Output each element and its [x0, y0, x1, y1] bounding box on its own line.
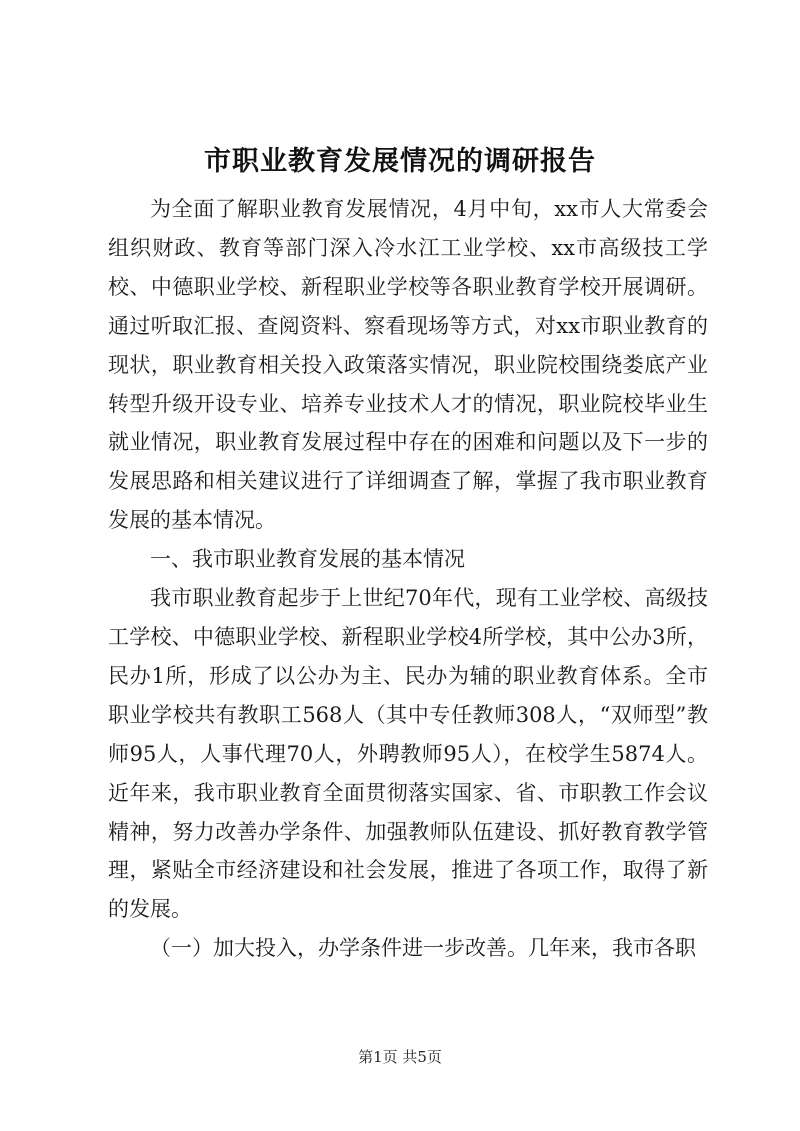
- page-footer: 第1页 共5页: [358, 1048, 442, 1066]
- document-body: [108, 190, 708, 968]
- section-heading-1: 一、我市职业教育发展的基本情况: [150, 547, 465, 572]
- paragraph-basic-situation: 我市职业教育起步于上世纪70年代，现有工业学校、高级技工学校、中德职业学校、新程职业学校4所学校，其中公办3所，民办1所，形成了以公办为主、民办为辅的职业教育体系。全市职业学校共有教职工568人（其中专任教师308人，“双师型”教师95人，人事代理70人，外聘教师95人），在校学生5874人。近年来，我市职业教育全面贯彻落实国家、省、市职教工作会议精神，努力改善办学条件、加强教师队伍建设、抓好教育教学管理，紧贴全市经济建设和社会发展，推进了各项工作，取得了新的发展。: [108, 586, 708, 922]
- paragraph-subsection-1: （一）加大投入，办学条件进一步改善。几年来，我市各职: [150, 936, 696, 961]
- paragraph-intro: 为全面了解职业教育发展情况，4月中旬，xx市人大常委会组织财政、教育等部门深入冷水江工业学校、xx市高级技工学校、中德职业学校、新程职业学校等各职业教育学校开展调研。通过听取汇报、查阅资料、察看现场等方式，对xx市职业教育的现状，职业教育相关投入政策落实情况，职业院校围绕娄底产业转型升级开设专业、培养专业技术人才的情况，职业院校毕业生就业情况，职业教育发展过程中存在的困难和问题以及下一步的发展思路和相关建议进行了详细调查了解，掌握了我市职业教育发展的基本情况。: [108, 197, 708, 533]
- document-title: 市职业教育发展情况的调研报告: [204, 146, 596, 177]
